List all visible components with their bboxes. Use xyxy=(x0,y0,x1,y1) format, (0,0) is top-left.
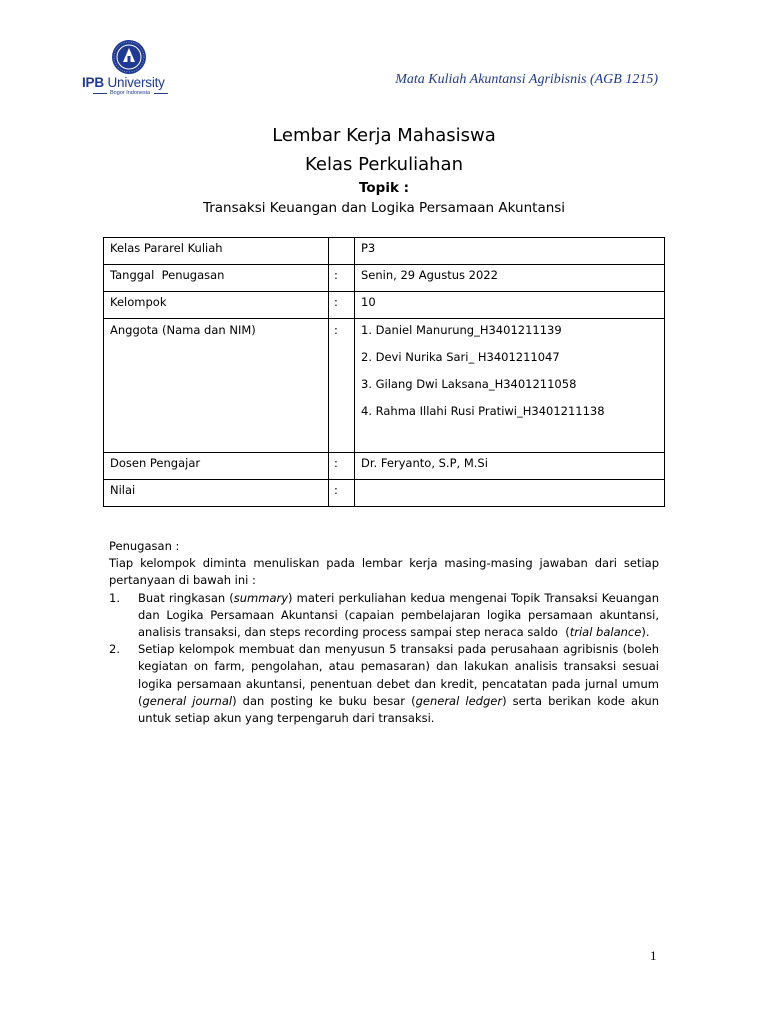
row-value xyxy=(355,480,665,507)
table-row xyxy=(104,319,665,453)
row-separator: : xyxy=(329,265,355,292)
table-row xyxy=(104,238,665,265)
row-separator: : xyxy=(329,453,355,480)
item-text: Buat ringkasan ( xyxy=(138,590,234,605)
item-emphasis: summary xyxy=(233,590,289,605)
assignment-item xyxy=(109,590,663,642)
member-list xyxy=(355,319,665,453)
assignment-section xyxy=(109,538,663,727)
row-separator: : xyxy=(329,319,355,453)
logo-divider-right xyxy=(154,93,168,94)
row-label: Anggota (Nama dan NIM) xyxy=(104,319,329,453)
row-value: P3 xyxy=(355,238,665,265)
assignment-heading: Penugasan : xyxy=(109,539,180,553)
logo-subtitle: Bogor Indonesia xyxy=(110,90,151,96)
item-number: 2. xyxy=(109,642,120,657)
item-emphasis: general journal xyxy=(142,693,233,708)
table-row xyxy=(104,480,665,507)
item-text: Setiap kelompok membuat dan menyusun 5 transaksi pada perusahaan agribisnis (boleh kegiatan on farm, pengolahan, atau pemasaran) dan lakukan analisis transaksi sesuai logika persamaan akuntansi, penentuan debet dan kredit, pencatatan pada jurnal umum ( xyxy=(138,642,659,708)
row-separator: : xyxy=(329,480,355,507)
item-text: ) materi perkuliahan kedua mengenai Topik Transaksi Keuangan dan Logika Persamaan Akuntansi (capaian pembelajaran logika persamaan akuntansi, analisis transaksi, dan steps recording process sampai step neraca saldo ( xyxy=(138,590,663,640)
row-label: Tanggal Penugasan xyxy=(104,265,329,292)
member-item: 3. Gilang Dwi Laksana_H3401211058 xyxy=(361,377,577,391)
row-separator: : xyxy=(329,292,355,319)
item-emphasis: general ledger xyxy=(415,693,503,708)
item-emphasis: trial balance xyxy=(569,625,642,640)
row-separator xyxy=(329,238,355,265)
row-label: Kelas Pararel Kuliah xyxy=(104,238,329,265)
table-row xyxy=(104,265,665,292)
row-label: Kelompok xyxy=(104,292,329,319)
assignment-intro: Tiap kelompok diminta menuliskan pada lembar kerja masing-masing jawaban dari setiap pertanyaan di bawah ini : xyxy=(109,556,659,588)
course-header: Mata Kuliah Akuntansi Agribisnis (AGB 1215) xyxy=(395,72,658,87)
ipb-logo xyxy=(82,38,178,98)
row-label: Dosen Pengajar xyxy=(104,453,329,480)
row-value: Senin, 29 Agustus 2022 xyxy=(355,265,665,292)
topic-title: Transaksi Keuangan dan Logika Persamaan Akuntansi xyxy=(202,200,566,216)
item-text: ). xyxy=(641,625,650,640)
row-label: Nilai xyxy=(104,480,329,507)
title-line-1: Lembar Kerja Mahasiswa xyxy=(272,125,496,146)
title-line-2: Kelas Perkuliahan xyxy=(305,154,463,175)
member-item: 2. Devi Nurika Sari_ H3401211047 xyxy=(361,350,560,364)
member-item: 1. Daniel Manurung_H3401211139 xyxy=(361,323,562,337)
row-value: Dr. Feryanto, S.P, M.Si xyxy=(355,453,665,480)
item-text: ) dan posting ke buku besar ( xyxy=(232,693,416,708)
topic-label: Topik : xyxy=(358,180,410,196)
ipb-emblem-icon xyxy=(108,38,150,76)
page-number: 1 xyxy=(650,948,657,963)
logo-divider-left xyxy=(93,93,107,94)
row-value: 10 xyxy=(355,292,665,319)
logo-brand-text: IPB University xyxy=(82,75,165,90)
item-number: 1. xyxy=(109,590,120,605)
info-table xyxy=(103,237,665,507)
table-row xyxy=(104,292,665,319)
table-row xyxy=(104,453,665,480)
assignment-item xyxy=(109,641,659,727)
member-item: 4. Rahma Illahi Rusi Pratiwi_H3401211138 xyxy=(361,404,605,418)
item-text: ) serta berikan kode akun untuk setiap akun yang terpengaruh dari transaksi. xyxy=(138,693,659,726)
